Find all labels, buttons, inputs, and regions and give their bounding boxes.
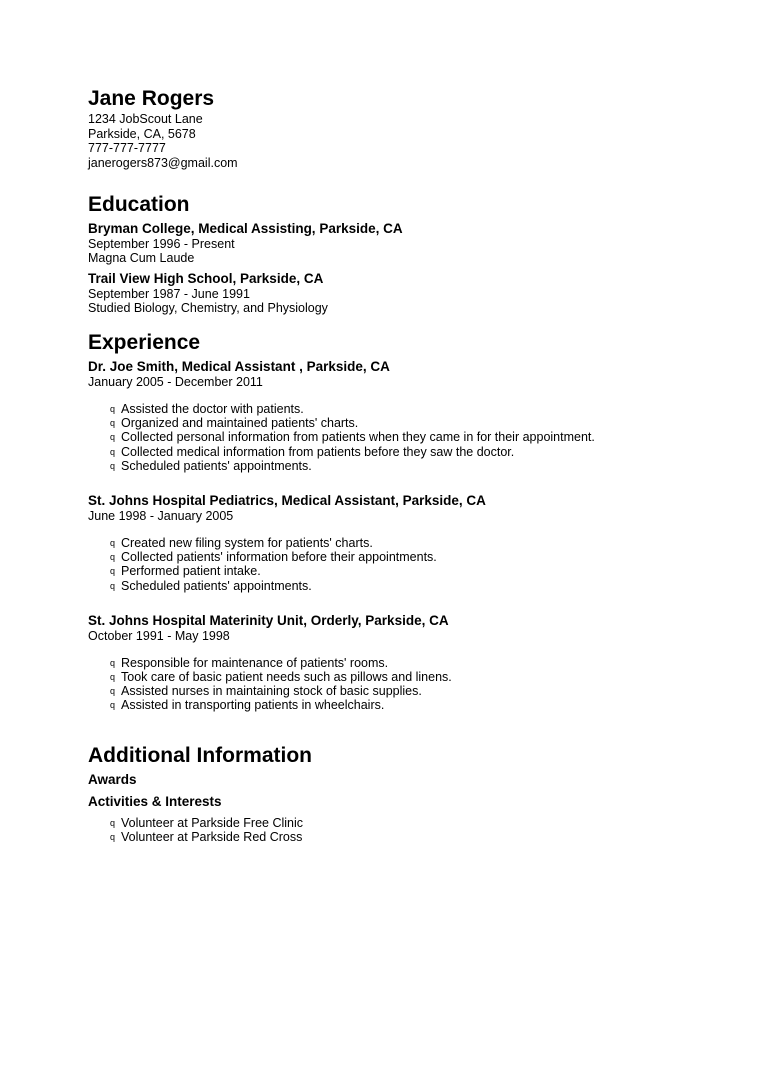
list-item [110,684,728,698]
list-item [110,579,728,593]
list-item [110,550,728,564]
duty-text: Took care of basic patient needs such as pillows and linens. [121,670,452,685]
job-duties-list [88,402,728,473]
email-address: janerogers873@gmail.com [88,155,238,170]
job-entry [88,359,728,473]
education-entry-title: Trail View High School, Parkside, CA [88,271,324,286]
list-item [110,656,728,670]
list-item [110,816,728,830]
list-item [110,536,728,550]
activities-heading: Activities & Interests [88,793,222,809]
education-entry [88,271,728,315]
bullet-icon: q [110,657,116,668]
education-entry [88,221,728,265]
bullet-icon: q [110,432,116,443]
bullet-icon: q [110,580,116,591]
list-item [110,564,728,578]
address-line-1: 1234 JobScout Lane [88,112,203,126]
job-entry [88,613,728,713]
duty-text: Assisted the doctor with patients. [121,402,304,416]
bullet-icon: q [110,686,116,697]
bullet-icon: q [110,831,116,842]
list-item [110,830,728,844]
education-entry-note: Magna Cum Laude [88,251,195,265]
list-item [110,402,728,416]
education-entry-note: Studied Biology, Chemistry, and Physiology [88,301,328,315]
bullet-icon: q [110,538,116,549]
list-item [110,670,728,684]
bullet-icon: q [110,817,116,828]
duty-text: Assisted in transporting patients in wheelchairs. [121,698,385,713]
education-entry-dates: September 1996 - Present [88,237,235,251]
bullet-icon: q [110,446,116,457]
bullet-icon: q [110,552,116,563]
education-entry-dates: September 1987 - June 1991 [88,287,250,301]
job-entry [88,493,728,593]
duty-text: Responsible for maintenance of patients' rooms. [121,655,389,670]
bullet-icon: q [110,418,116,429]
education-section [88,192,728,315]
phone-number: 777-777-7777 [88,141,166,155]
job-dates: June 1998 - January 2005 [88,509,234,524]
job-duties-list [88,656,728,713]
list-item [110,459,728,473]
candidate-name: Jane Rogers [88,87,215,110]
bullet-icon: q [110,404,116,414]
education-heading: Education [88,193,190,216]
job-duties-list [88,536,728,593]
duty-text: Collected medical information from patients before they saw the doctor. [121,444,515,459]
list-item [110,445,728,459]
duty-text: Organized and maintained patients' charts. [121,416,359,431]
list-item [110,430,728,444]
additional-info-section [88,743,728,844]
activity-text: Volunteer at Parkside Free Clinic [121,815,304,830]
address-line-2: Parkside, CA, 5678 [88,126,196,141]
job-title: St. Johns Hospital Pediatrics, Medical Assistant, Parkside, CA [88,493,486,509]
job-dates: October 1991 - May 1998 [88,628,230,643]
list-item [110,416,728,430]
awards-heading: Awards [88,771,137,787]
duty-text: Scheduled patients' appointments. [121,578,312,593]
duty-text: Collected patients' information before their appointments. [121,550,437,565]
duty-text: Collected personal information from patients when they came in for their appointment. [121,430,595,445]
job-title: St. Johns Hospital Materinity Unit, Orderly, Parkside, CA [88,612,449,628]
job-dates: January 2005 - December 2011 [88,375,263,389]
activities-list [88,816,728,844]
experience-section [88,330,728,713]
education-entry-title: Bryman College, Medical Assisting, Parkside, CA [88,221,403,236]
duty-text: Assisted nurses in maintaining stock of basic supplies. [121,684,422,699]
resume-header [88,86,728,170]
job-title: Dr. Joe Smith, Medical Assistant , Parkside, CA [88,359,390,374]
additional-info-heading: Additional Information [88,743,312,767]
duty-text: Created new filing system for patients' charts. [121,536,373,551]
bullet-icon: q [110,700,116,711]
list-item [110,698,728,712]
experience-heading: Experience [88,331,201,354]
bullet-icon: q [110,460,116,471]
duty-text: Scheduled patients' appointments. [121,458,312,473]
bullet-icon: q [110,566,116,577]
activity-text: Volunteer at Parkside Red Cross [121,829,303,844]
bullet-icon: q [110,672,116,683]
duty-text: Performed patient intake. [121,564,261,579]
